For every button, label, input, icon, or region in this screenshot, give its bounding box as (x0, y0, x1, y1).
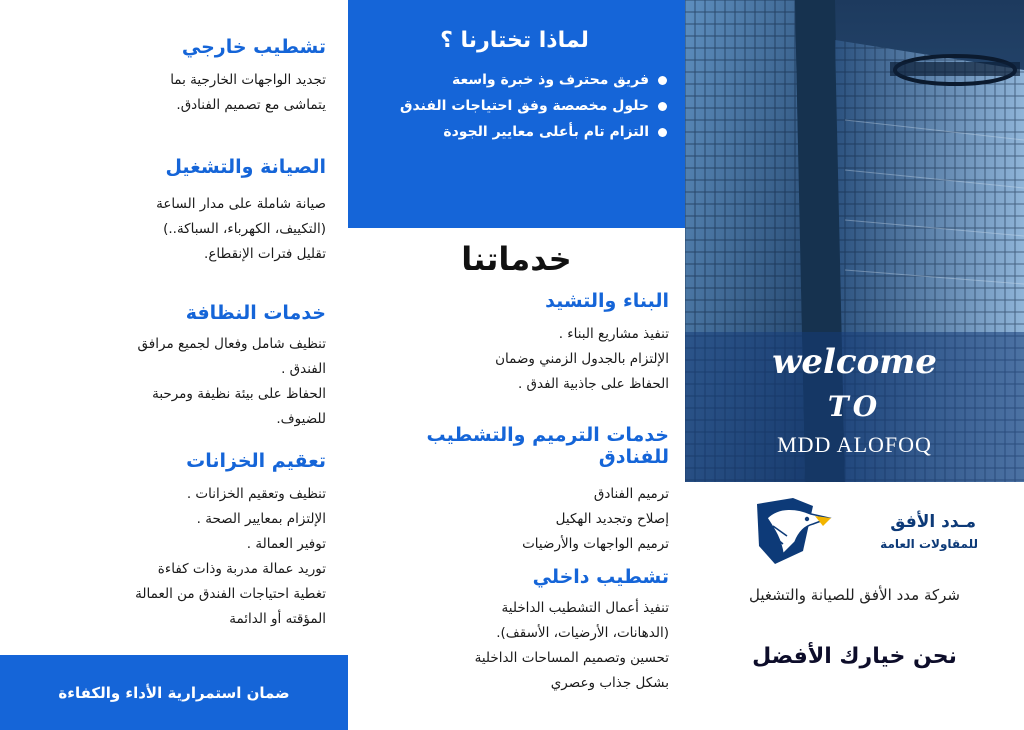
section-exterior-finishing (26, 36, 326, 118)
section-body (359, 596, 669, 696)
section-title: تشطيب خارجي (181, 36, 326, 58)
text-line: تنظيف شامل وفعال لجميع مرافق (137, 336, 326, 352)
text-line: المؤقته أو الدائمة (229, 611, 326, 627)
text-line: تنظيف وتعقيم الخزانات . (186, 486, 326, 502)
to-text: TO (827, 390, 882, 423)
section-body (26, 192, 326, 267)
text-line: (التكييف، الكهرباء، السباكة..) (163, 221, 326, 237)
text-line: للضيوف. (276, 411, 326, 427)
middle-panel (348, 0, 685, 730)
text-line: بشكل جذاب وعصري (550, 675, 669, 691)
section-maintenance (26, 156, 326, 267)
text-line: ترميم الواجهات والأرضيات (522, 536, 669, 552)
text-line: تنفيذ مشاريع البناء . (558, 326, 669, 342)
section-interior-finishing (359, 566, 669, 696)
text-line: الإلتزام بالجدول الزمني وضمان (495, 351, 669, 367)
why-choose-us-box (348, 0, 685, 228)
footer-banner: ضمان استمرارية الأداء والكفاءة (0, 655, 348, 730)
list-item: التزام تام بأعلى معايير الجودة (360, 119, 669, 145)
why-list (360, 67, 669, 145)
eagle-shield-icon (753, 496, 833, 566)
company-name: شركة مدد الأفق للصيانة والتشغيل (749, 586, 960, 604)
text-line: يتماشى مع تصميم الفنادق. (176, 97, 326, 113)
brand-name: MDD ALOFOQ (777, 432, 932, 457)
slogan: نحن خيارك الأفضل (752, 644, 957, 669)
text-line: توريد عمالة مدربة وذات كفاءة (157, 561, 326, 577)
text-line: (الدهانات، الأرضيات، الأسقف). (496, 625, 669, 641)
logo-name: مـدد الأفق (890, 512, 976, 532)
text-line: تغطية احتياجات الفندق من العمالة (135, 586, 326, 602)
why-title: لماذا تختارنا ؟ (440, 28, 589, 53)
section-title: الصيانة والتشغيل (165, 156, 326, 178)
list-item: فريق محترف وذ خبرة واسعة (360, 67, 669, 93)
section-construction (359, 290, 669, 397)
text-line: الحفاظ على جاذبية الفدق . (517, 376, 669, 392)
left-panel (0, 0, 348, 730)
section-body (359, 322, 669, 397)
section-title: خدمات الترميم والتشطيب للفنادق (426, 424, 669, 468)
text-line: صيانة شاملة على مدار الساعة (156, 196, 326, 212)
section-tank-sterilization (26, 450, 326, 632)
right-panel (685, 0, 1024, 730)
section-title: خدمات النظافة (185, 302, 326, 324)
section-title: تعقيم الخزانات (186, 450, 326, 472)
text-line: الحفاظ على بيئة نظيفة ومرحبة (152, 386, 326, 402)
text-line: تجديد الواجهات الخارجية بما (170, 72, 326, 88)
section-renovation (359, 424, 669, 557)
logo-subtitle: للمقاولات العامة (880, 537, 978, 551)
text-line: تنفيذ أعمال التشطيب الداخلية (501, 600, 669, 616)
text-line: الفندق . (281, 361, 326, 377)
welcome-text: welcome (772, 342, 937, 382)
section-title: تشطيب داخلي (532, 566, 669, 588)
text-line: تقليل فترات الإنقطاع. (204, 246, 326, 262)
text-line: تحسين وتصميم المساحات الداخلية (474, 650, 669, 666)
section-cleaning (26, 302, 326, 432)
services-title: خدماتنا (461, 240, 572, 278)
text-line: توفير العمالة . (246, 536, 326, 552)
section-body (26, 482, 326, 632)
section-body (26, 68, 326, 118)
section-body (359, 482, 669, 557)
list-item: حلول مخصصة وفق احتياجات الفندق (360, 93, 669, 119)
text-line: الإلتزام بمعايير الصحة . (196, 511, 326, 527)
section-title: البناء والتشيد (545, 290, 669, 312)
text-line: ترميم الفنادق (593, 486, 669, 502)
section-body (26, 332, 326, 432)
text-line: إصلاح وتجديد الهكيل (555, 511, 669, 527)
